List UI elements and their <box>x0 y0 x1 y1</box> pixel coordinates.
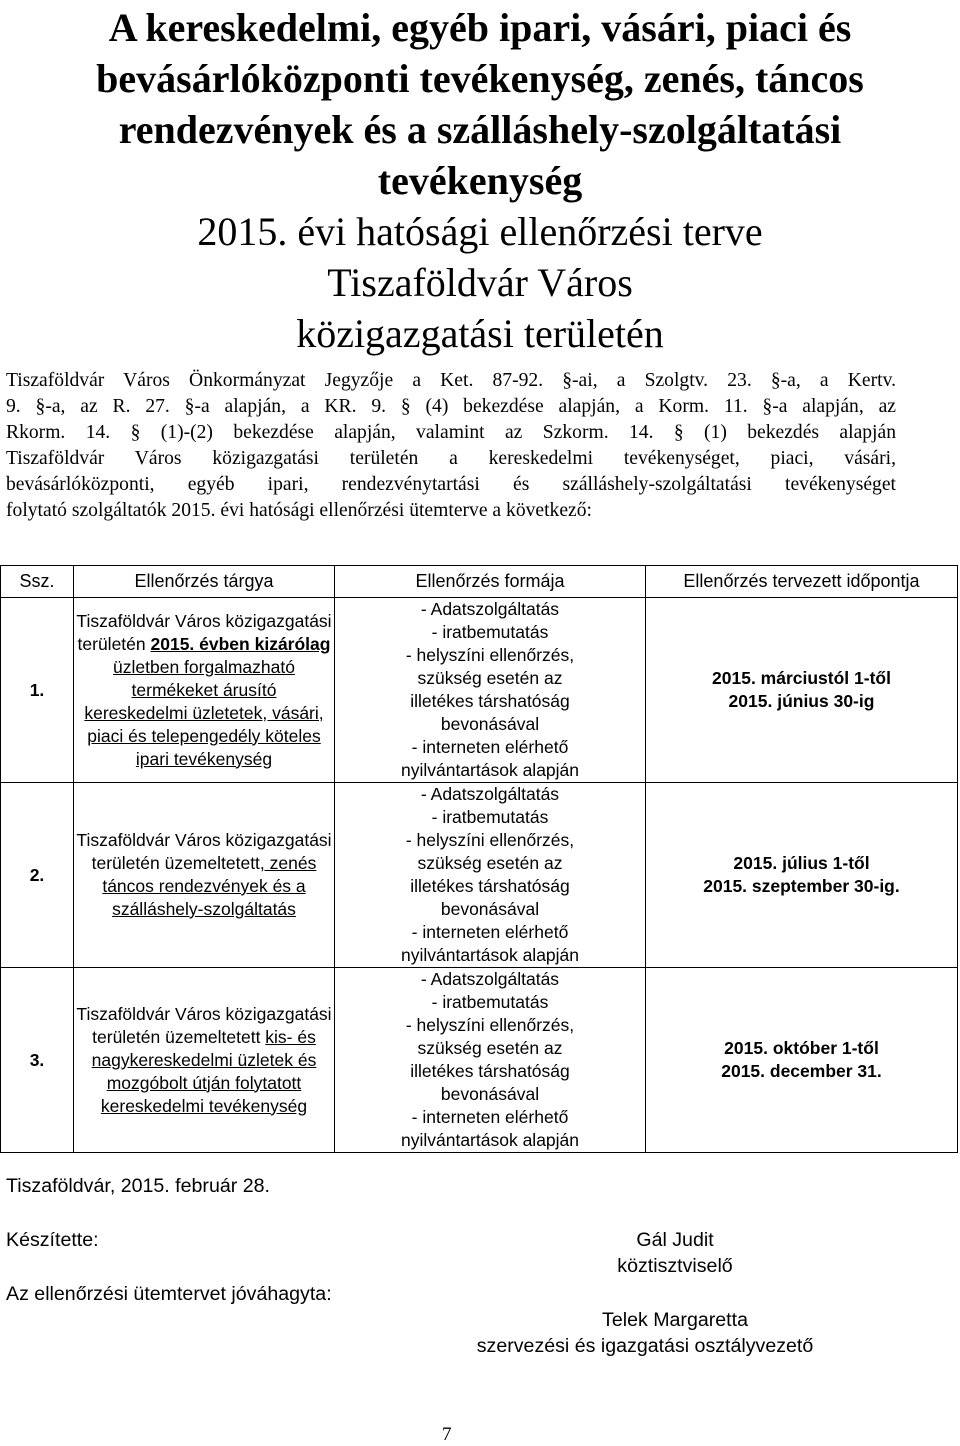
title-line: közigazgatási területén <box>296 311 664 356</box>
prepared-label: Készítette: <box>6 1229 99 1251</box>
form-line: - interneten elérhető <box>411 737 569 757</box>
form-line: - helyszíni ellenőrzés, <box>405 645 575 665</box>
row-number: 2. <box>1 783 74 968</box>
date-line: 2015. október 1-től <box>724 1038 879 1058</box>
form-line: bevonásával <box>440 714 540 734</box>
date-line: 2015. december 31. <box>721 1061 882 1081</box>
intro-line: Rkorm. 14. § (1)-(2) bekezdése alapján, valamint az Szkorm. 14. § (1) bekezdés alapján <box>6 422 896 443</box>
intro-line: bevásárlóközponti, egyéb ipari, rendezvénytartási és szálláshely-szolgáltatási tevékenységet <box>6 474 896 495</box>
form-line: illetékes társhatóság <box>410 691 570 711</box>
date-line: 2015. július 1-től <box>733 853 870 873</box>
row-form <box>335 968 646 1153</box>
title-line: bevásárlóközponti tevékenység, zenés, táncos <box>96 56 864 101</box>
subject-text: területén üzemeltetett <box>91 853 260 873</box>
subject-line: termékeket árusító <box>131 679 277 700</box>
intro-line: Tiszaföldvár Város Önkormányzat Jegyzője a Ket. 87-92. §-ai, a Szolgtv. 23. §-a, a Kertv. <box>6 370 896 391</box>
subject-emphasis: , zenés <box>259 853 317 873</box>
date-line: 2015. június 30-ig <box>728 691 875 711</box>
subject-emphasis: 2015. évben kizárólag <box>150 633 331 654</box>
form-line: - Adatszolgáltatás <box>420 969 560 989</box>
intro-paragraph <box>6 368 896 524</box>
title-line: Tiszaföldvár Város <box>327 260 633 305</box>
form-line: - interneten elérhető <box>411 1107 569 1127</box>
subject-line: nagykereskedelmi üzletek és <box>91 1049 317 1070</box>
date-line: 2015. szeptember 30-ig. <box>703 876 900 896</box>
subject-text: területén <box>77 633 151 654</box>
date-line: 2015. márciustól 1-től <box>712 668 891 688</box>
title-line: tevékenység <box>377 158 583 203</box>
subject-line: kereskedelmi üzletetek, vásári, <box>84 702 324 723</box>
form-line: - interneten elérhető <box>411 922 569 942</box>
form-line: nyilvántartások alapján <box>400 760 580 780</box>
header-subject: Ellenőrzés tárgya <box>74 566 335 598</box>
title-line: 2015. évi hatósági ellenőrzési terve <box>197 209 763 254</box>
approved-title: szervezési és igazgatási osztályvezető <box>476 1335 814 1357</box>
subject-line: szálláshely-szolgáltatás <box>112 899 296 919</box>
subject-line: kereskedelmi tevékenység <box>100 1095 308 1116</box>
row-date <box>646 783 958 968</box>
form-line: bevonásával <box>440 899 540 919</box>
form-line: szükség esetén az <box>417 668 563 688</box>
subject-line: üzletben forgalmazható <box>113 656 295 677</box>
subject-emphasis: kis- és <box>265 1026 316 1047</box>
form-line: nyilvántartások alapján <box>400 945 580 965</box>
row-number: 3. <box>1 968 74 1153</box>
form-line: szükség esetén az <box>417 1038 563 1058</box>
row-subject <box>74 968 335 1153</box>
approved-name: Telek Margaretta <box>602 1309 748 1331</box>
table-header-row <box>1 566 958 598</box>
form-line: - helyszíni ellenőrzés, <box>405 1015 575 1035</box>
subject-text: területén üzemeltetett <box>92 1026 266 1047</box>
form-line: szükség esetén az <box>417 853 563 873</box>
subject-line <box>74 1026 334 1049</box>
subject-line <box>74 852 334 875</box>
form-line: - Adatszolgáltatás <box>420 599 560 619</box>
row-subject <box>74 783 335 968</box>
inspection-plan-table <box>0 565 958 1153</box>
subject-line: piaci és telepengedély köteles <box>87 725 321 746</box>
intro-line: folytató szolgáltatók 2015. évi hatósági ellenőrzési ütemterve a következő: <box>6 500 592 521</box>
subject-line: táncos rendezvények és a <box>102 876 306 896</box>
form-line: nyilvántartások alapján <box>400 1130 580 1150</box>
intro-line: 9. §-a, az R. 27. §-a alapján, a KR. 9. § (4) bekezdése alapján, a Korm. 11. §-a alapján, az <box>6 396 896 417</box>
table-row <box>1 598 958 783</box>
row-subject <box>74 598 335 783</box>
subject-line: Tiszaföldvár Város közigazgatási <box>76 830 332 850</box>
approved-label: Az ellenőrzési ütemtervet jóváhagyta: <box>6 1283 332 1305</box>
row-date <box>646 598 958 783</box>
row-number: 1. <box>1 598 74 783</box>
place-date: Tiszaföldvár, 2015. február 28. <box>6 1175 270 1197</box>
header-form: Ellenőrzés formája <box>335 566 646 598</box>
intro-line: Tiszaföldvár Város közigazgatási területén a kereskedelmi tevékenységet, piaci, vásári, <box>6 448 896 469</box>
row-date <box>646 968 958 1153</box>
form-line: - iratbemutatás <box>431 807 549 827</box>
subject-line: Tiszaföldvár Város közigazgatási <box>76 610 332 631</box>
document-title <box>0 2 960 359</box>
table-row <box>1 968 958 1153</box>
page-number: 7 <box>442 1424 452 1445</box>
subject-line: Tiszaföldvár Város közigazgatási <box>76 1003 332 1024</box>
form-line: bevonásával <box>440 1084 540 1104</box>
form-line: - Adatszolgáltatás <box>420 784 560 804</box>
form-line: - helyszíni ellenőrzés, <box>405 830 575 850</box>
form-line: illetékes társhatóság <box>410 876 570 896</box>
prepared-title: köztisztviselő <box>617 1255 733 1277</box>
header-date: Ellenőrzés tervezett időpontja <box>646 566 958 598</box>
form-line: illetékes társhatóság <box>410 1061 570 1081</box>
row-form <box>335 783 646 968</box>
row-form <box>335 598 646 783</box>
subject-line: ipari tevékenység <box>135 748 273 769</box>
form-line: - iratbemutatás <box>431 992 549 1012</box>
title-line: rendezvények és a szálláshely-szolgáltatási <box>118 107 842 152</box>
form-line: - iratbemutatás <box>431 622 549 642</box>
prepared-name: Gál Judit <box>636 1229 714 1251</box>
header-ssz: Ssz. <box>1 566 74 598</box>
title-line: A kereskedelmi, egyéb ipari, vásári, piaci és <box>108 5 852 50</box>
subject-line: mozgóbolt útján folytatott <box>106 1072 302 1093</box>
table-row <box>1 783 958 968</box>
subject-line <box>74 633 334 656</box>
